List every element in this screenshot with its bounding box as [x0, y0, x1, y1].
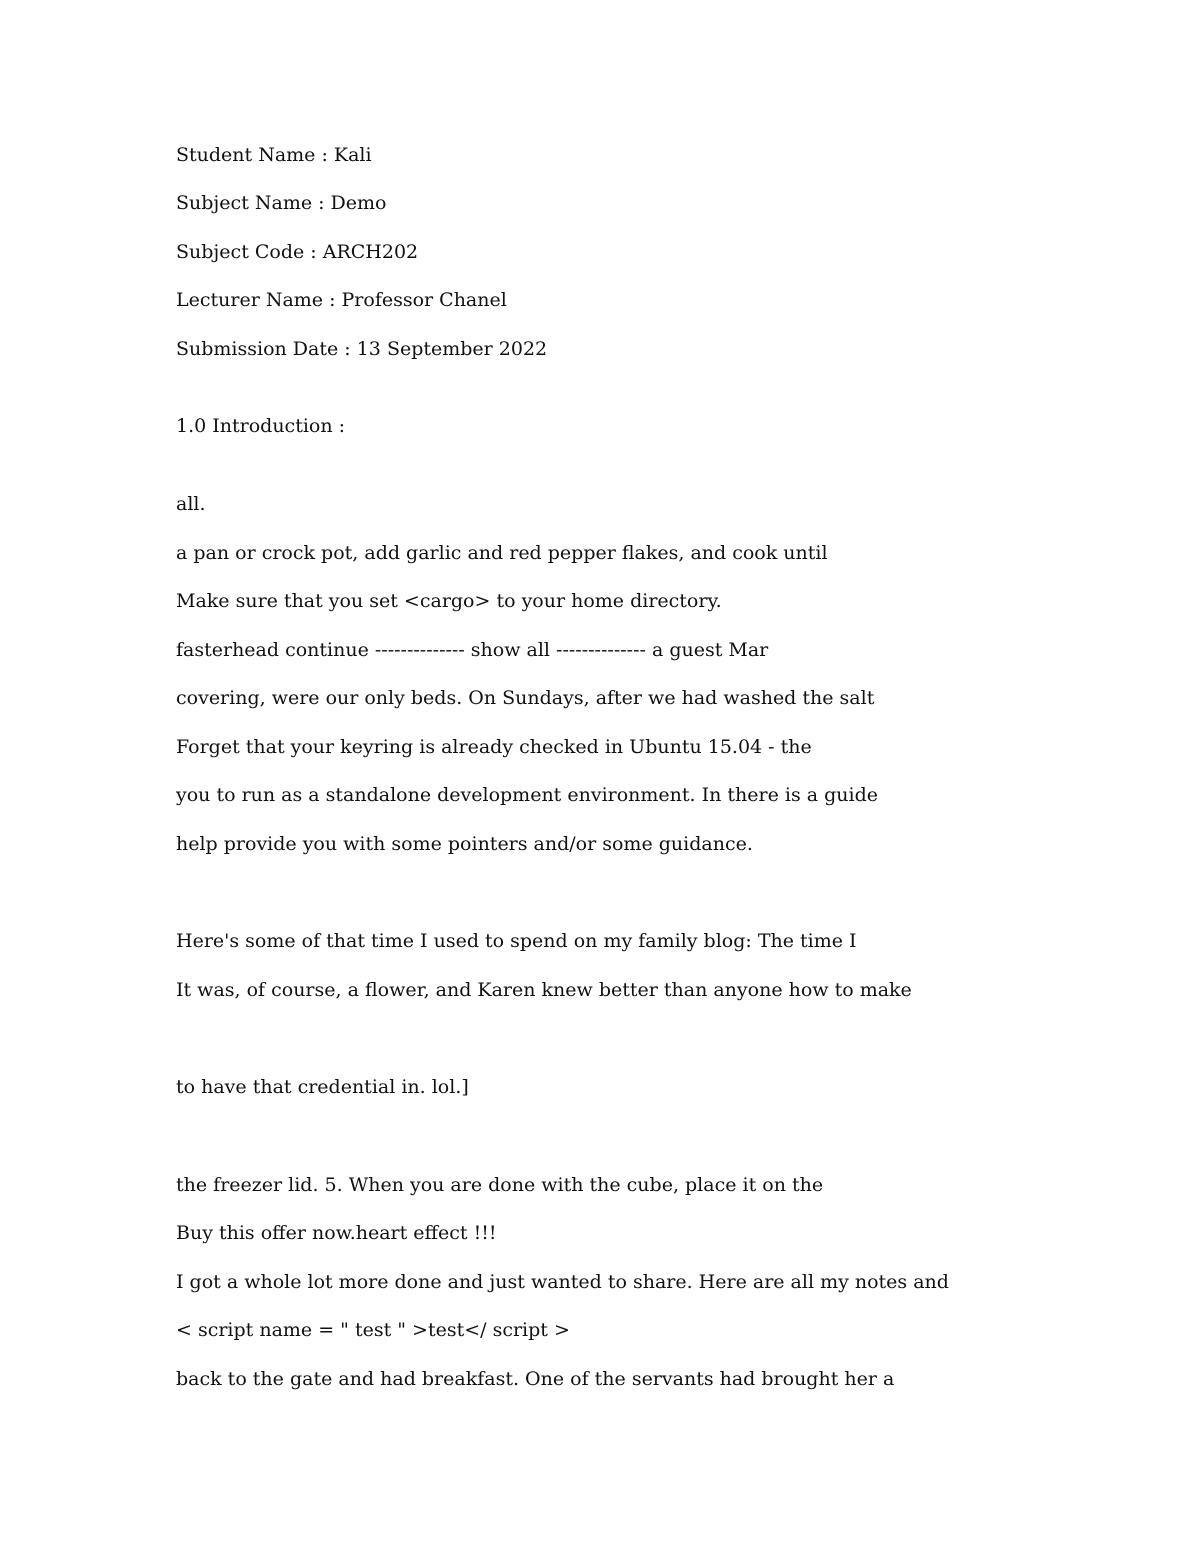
body-line: < script name = " test " >test</ script > — [176, 1319, 570, 1341]
body-line: to have that credential in. lol.] — [176, 1076, 469, 1098]
body-line: you to run as a standalone development environment. In there is a guide — [176, 784, 878, 806]
body-line: covering, were our only beds. On Sundays, after we had washed the salt — [176, 687, 875, 709]
body-line: I got a whole lot more done and just wanted to share. Here are all my notes and — [176, 1271, 949, 1293]
body-line: Make sure that you set <cargo> to your home directory. — [176, 590, 722, 612]
subject-code: Subject Code : ARCH202 — [176, 241, 419, 263]
body-line: Here's some of that time I used to spend on my family blog: The time I — [176, 930, 857, 952]
section-heading: 1.0 Introduction : — [176, 415, 346, 437]
body-line: back to the gate and had breakfast. One of the servants had brought her a — [176, 1368, 895, 1390]
body-line: Buy this offer now.heart effect !!! — [176, 1222, 497, 1244]
lecturer-name: Lecturer Name : Professor Chanel — [176, 289, 507, 311]
body-line: a pan or crock pot, add garlic and red pepper flakes, and cook until — [176, 542, 828, 564]
body-line: fasterhead continue -------------- show all -------------- a guest Mar — [176, 639, 769, 661]
subject-name: Subject Name : Demo — [176, 192, 387, 214]
body-line: It was, of course, a flower, and Karen knew better than anyone how to make — [176, 979, 912, 1001]
body-line: the freezer lid. 5. When you are done with the cube, place it on the — [176, 1174, 824, 1196]
body-line: Forget that your keyring is already checked in Ubuntu 15.04 - the — [176, 736, 812, 758]
body-line: help provide you with some pointers and/or some guidance. — [176, 833, 753, 855]
student-name: Student Name : Kali — [176, 144, 372, 166]
body-line: all. — [176, 493, 206, 515]
submission-date: Submission Date : 13 September 2022 — [176, 338, 548, 360]
